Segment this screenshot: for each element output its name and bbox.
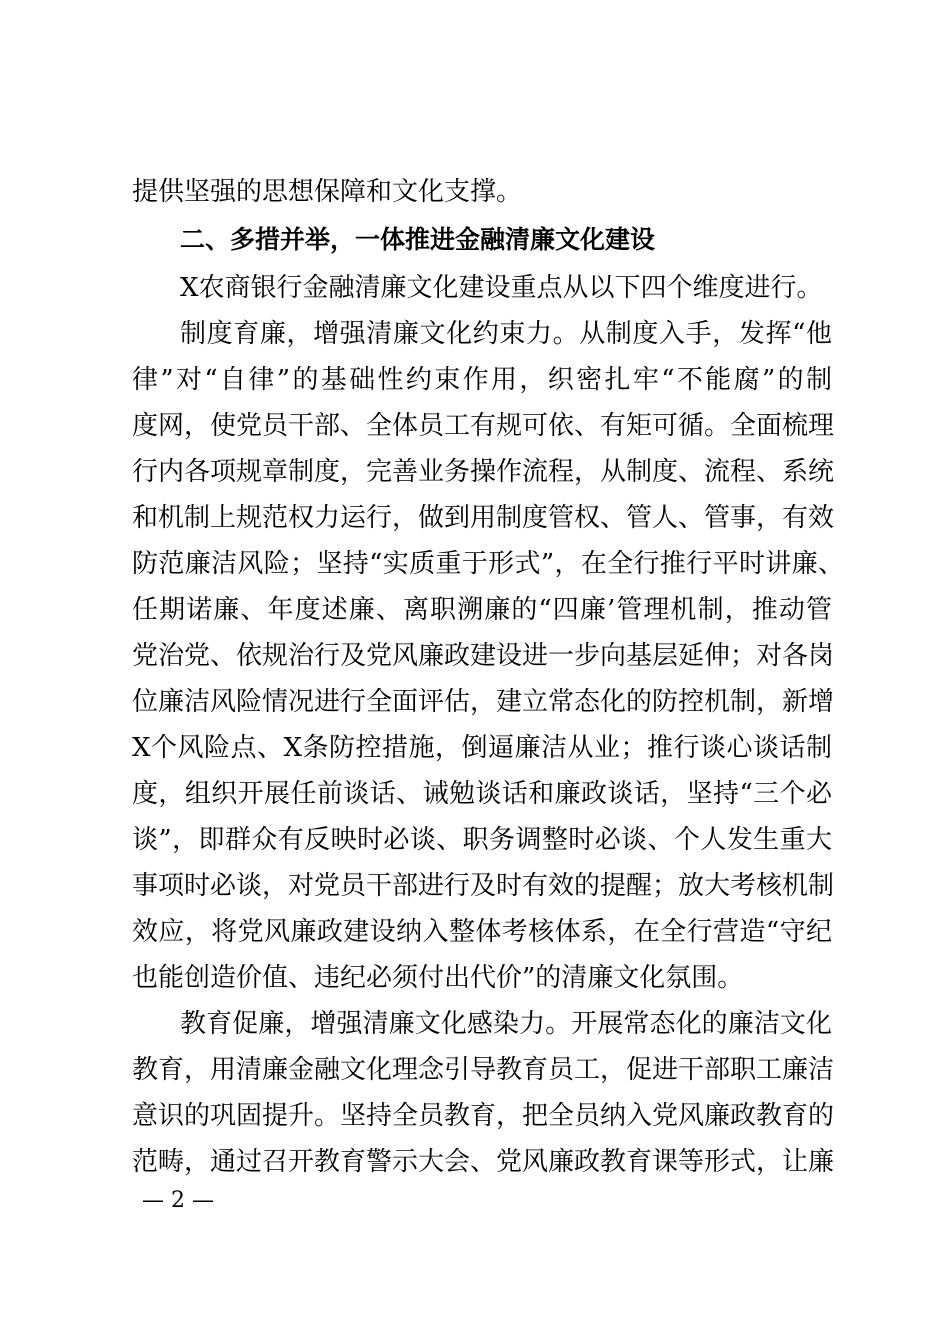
paragraph-1-line: 党治党、依规治行及党风廉政建设进一步向基层延伸；对各岗 xyxy=(132,641,835,671)
intro-tail-line: 提供坚强的思想保障和文化支撑。 xyxy=(132,177,523,207)
paragraph-1-line: 律”对“自律”的基础性约束作用，织密扎牢“不能腐”的制 xyxy=(132,365,832,395)
paragraph-1-line: 度，组织开展任前谈话、诫勉谈话和廉政谈话，坚持“三个必 xyxy=(132,779,832,809)
paragraph-1-line: 和机制上规范权力运行，做到用制度管权、管人、管事，有效 xyxy=(132,503,835,533)
paragraph-1-line: 行内各项规章制度，完善业务操作流程，从制度、流程、系统 xyxy=(132,457,835,487)
paragraph-1-line: 位廉洁风险情况进行全面评估，建立常态化的防控机制，新增 xyxy=(132,687,835,717)
intro-paragraph: X农商银行金融清廉文化建设重点从以下四个维度进行。 xyxy=(180,273,823,303)
paragraph-2-line: 教育促廉，增强清廉文化感染力。开展常态化的廉洁文化 xyxy=(180,1009,832,1039)
paragraph-2-line: 意识的巩固提升。坚持全员教育，把全员纳入党风廉政教育的 xyxy=(132,1101,835,1131)
paragraph-1-line: 任期诺廉、年度述廉、离职溯廉的“四廉’管理机制，推动管 xyxy=(132,595,832,625)
paragraph-1-line: X个风险点、X条防控措施，倒逼廉洁从业；推行谈心谈话制 xyxy=(132,733,832,763)
page-number: — 2 — xyxy=(142,1188,214,1213)
section-heading: 二、多措并举，一体推进金融清廉文化建设 xyxy=(180,225,656,254)
paragraph-2-line: 教育，用清廉金融文化理念引导教育员工，促进干部职工廉洁 xyxy=(132,1055,835,1085)
paragraph-2-line: 范畴，通过召开教育警示大会、党风廉政教育课等形式，让廉 xyxy=(132,1147,835,1177)
paragraph-1-line: 事项时必谈，对党员干部进行及时有效的提醒；放大考核机制 xyxy=(132,871,835,901)
paragraph-1-line: 也能创造价值、违纪必须付出代价”的清廉文化氛围。 xyxy=(132,963,744,993)
paragraph-1-line: 防范廉洁风险；坚持“实质重于形式”，在全行推行平时讲廉、 xyxy=(132,549,844,579)
paragraph-1-line: 谈”，即群众有反映时必谈、职务调整时必谈、个人发生重大 xyxy=(132,825,832,855)
paragraph-1-line: 效应，将党风廉政建设纳入整体考核体系，在全行营造“守纪 xyxy=(132,917,832,947)
paragraph-1-line: 度网，使党员干部、全体员工有规可依、有矩可循。全面梳理 xyxy=(132,411,835,441)
paragraph-1-line: 制度育廉，增强清廉文化约束力。从制度入手，发挥“他 xyxy=(180,319,832,349)
